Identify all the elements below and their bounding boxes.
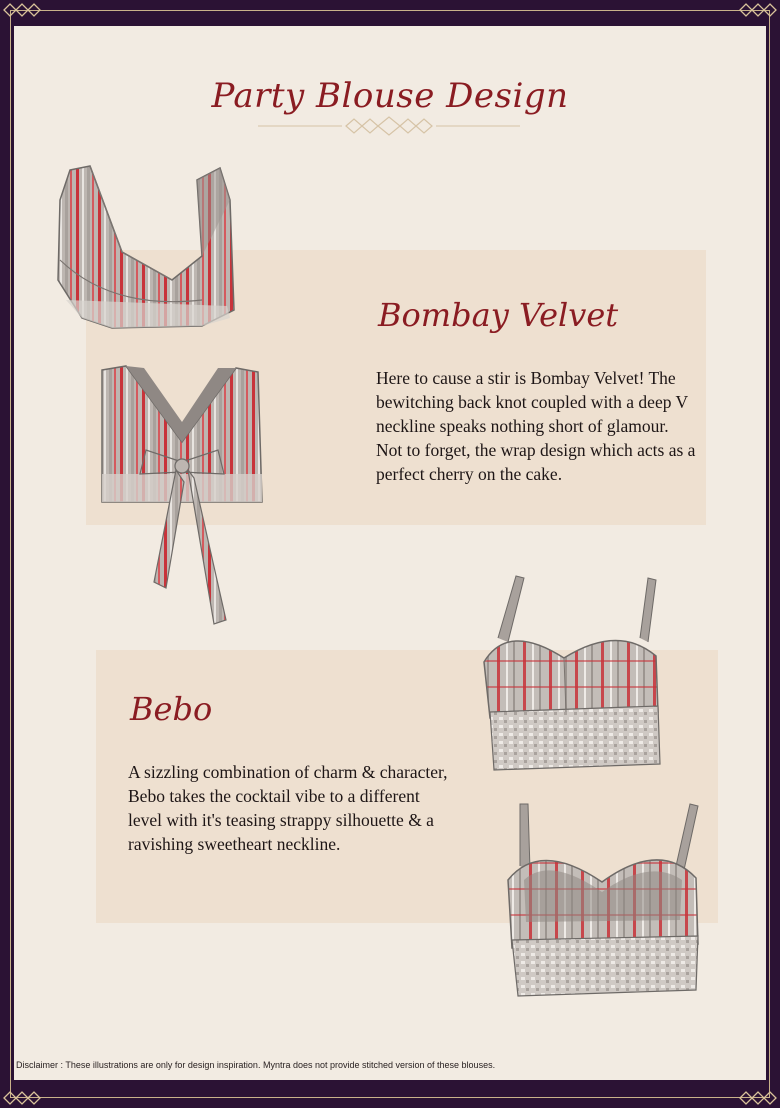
bombay-velvet-heading: Bombay Velvet bbox=[378, 296, 619, 334]
bombay-velvet-front-illustration bbox=[52, 160, 252, 330]
bebo-front-illustration bbox=[468, 572, 668, 772]
disclaimer-text: Disclaimer : These illustrations are only for design inspiration. Myntra does not provide stitched version of these blouses. bbox=[16, 1060, 496, 1070]
bebo-back-illustration bbox=[500, 800, 704, 1002]
bebo-description: A sizzling combination of charm & character, Bebo takes the cocktail vibe to a different level with it's teasing strappy silhouette & a ravishing sweetheart neckline. bbox=[128, 762, 448, 854]
bombay-velvet-back-illustration bbox=[96, 362, 268, 632]
bombay-velvet-description: Here to cause a stir is Bombay Velvet! The bewitching back knot coupled with a deep V neckline speaks nothing short of glamour. Not to forget, the wrap design which acts as a perfect cherry on the cake. bbox=[376, 368, 696, 484]
corner-ornament-icon bbox=[2, 2, 42, 18]
bebo-heading: Bebo bbox=[130, 690, 213, 728]
title-divider-icon bbox=[258, 116, 520, 136]
corner-ornament-icon bbox=[738, 1090, 778, 1106]
corner-ornament-icon bbox=[2, 1090, 42, 1106]
corner-ornament-icon bbox=[738, 2, 778, 18]
page-title: Party Blouse Design bbox=[211, 76, 569, 116]
